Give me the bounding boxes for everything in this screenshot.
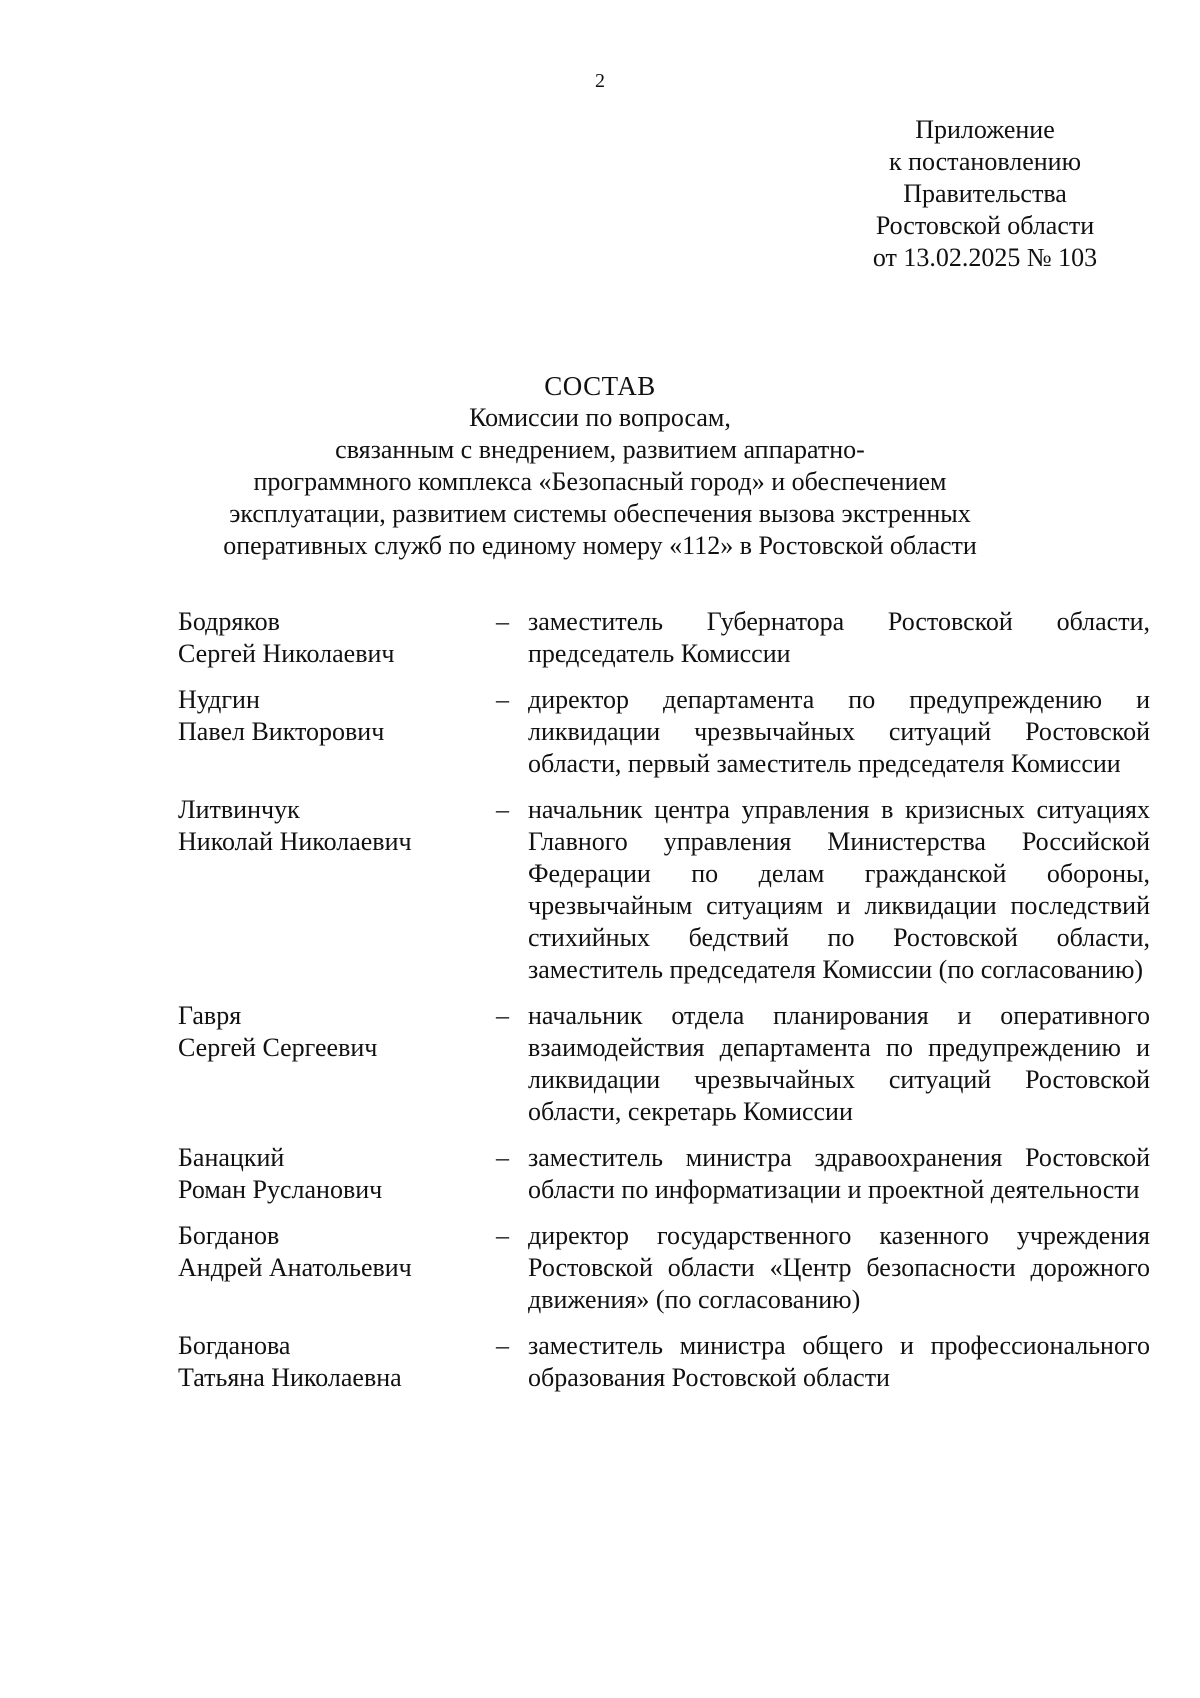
member-name: [178, 1000, 496, 1128]
dash: –: [496, 685, 509, 714]
member-row: [178, 684, 1150, 780]
page-number: 2: [595, 70, 605, 92]
appendix-line: Приложение: [915, 115, 1055, 144]
dash: –: [496, 1001, 509, 1030]
member-row: [178, 606, 1150, 670]
appendix-line: от 13.02.2025 № 103: [872, 243, 1098, 272]
member-surname: Богданов: [178, 1221, 280, 1250]
member-surname: Литвинчук: [178, 795, 300, 824]
member-given-name: Андрей Анатольевич: [178, 1253, 412, 1282]
member-row: [178, 1142, 1150, 1206]
title-line: оперативных служб по единому номеру «112» в Ростовской области: [223, 531, 977, 560]
appendix-line: Ростовской области: [875, 211, 1095, 240]
member-name: [178, 1142, 496, 1206]
member-name: [178, 1330, 496, 1394]
member-given-name: Павел Викторович: [178, 717, 385, 746]
member-surname: Богданова: [178, 1331, 291, 1360]
appendix-header: [820, 114, 1150, 274]
member-given-name: Сергей Сергеевич: [178, 1033, 378, 1062]
member-surname: Гавря: [178, 1001, 242, 1030]
member-name: [178, 1220, 496, 1316]
member-role: начальник центра управления в кризисных ситуациях Главного управления Министерства Российской Федерации по делам гражданской обороны, чрезвычайным ситуациям и ликвидации последствий стихийных бедствий по Ростовской области, заместитель председателя Комиссии (по согласованию): [528, 795, 1150, 984]
member-surname: Бодряков: [178, 607, 280, 636]
members-list: [178, 606, 1150, 1408]
appendix-line: Правительства: [903, 179, 1067, 208]
member-surname: Банацкий: [178, 1143, 285, 1172]
member-given-name: Татьяна Николаевна: [178, 1363, 402, 1392]
title-heading: СОСТАВ: [544, 371, 656, 401]
member-role: заместитель Губернатора Ростовской области, председатель Комиссии: [528, 607, 1150, 668]
member-given-name: Николай Николаевич: [178, 827, 412, 856]
member-row: [178, 1220, 1150, 1316]
member-name: [178, 794, 496, 986]
member-given-name: Сергей Николаевич: [178, 639, 395, 668]
member-role: начальник отдела планирования и оперативного взаимодействия департамента по предупреждению и ликвидации чрезвычайных ситуаций Ростовской области, секретарь Комиссии: [528, 1001, 1150, 1126]
member-surname: Нудгин: [178, 685, 260, 714]
dash: –: [496, 1221, 509, 1250]
member-row: [178, 1330, 1150, 1394]
member-role: директор департамента по предупреждению и ликвидации чрезвычайных ситуаций Ростовской области, первый заместитель председателя Комиссии: [528, 685, 1150, 778]
dash: –: [496, 607, 509, 636]
member-role: заместитель министра здравоохранения Ростовской области по информатизации и проектной деятельности: [528, 1143, 1150, 1204]
document-title: [150, 370, 1050, 562]
member-name: [178, 606, 496, 670]
dash: –: [496, 1143, 509, 1172]
member-name: [178, 684, 496, 780]
member-given-name: Роман Русланович: [178, 1175, 383, 1204]
appendix-line: к постановлению: [888, 147, 1082, 176]
title-line: связанным с внедрением, развитием аппаратно-: [335, 435, 865, 464]
dash: –: [496, 795, 509, 824]
member-role: заместитель министра общего и профессионального образования Ростовской области: [528, 1331, 1150, 1392]
title-line: программного комплекса «Безопасный город» и обеспечением: [253, 467, 947, 496]
title-line: эксплуатации, развитием системы обеспечения вызова экстренных: [229, 499, 971, 528]
member-row: [178, 794, 1150, 986]
title-line: Комиссии по вопросам,: [469, 403, 731, 432]
member-row: [178, 1000, 1150, 1128]
member-role: директор государственного казенного учреждения Ростовской области «Центр безопасности дорожного движения» (по согласованию): [528, 1221, 1150, 1314]
dash: –: [496, 1331, 509, 1360]
